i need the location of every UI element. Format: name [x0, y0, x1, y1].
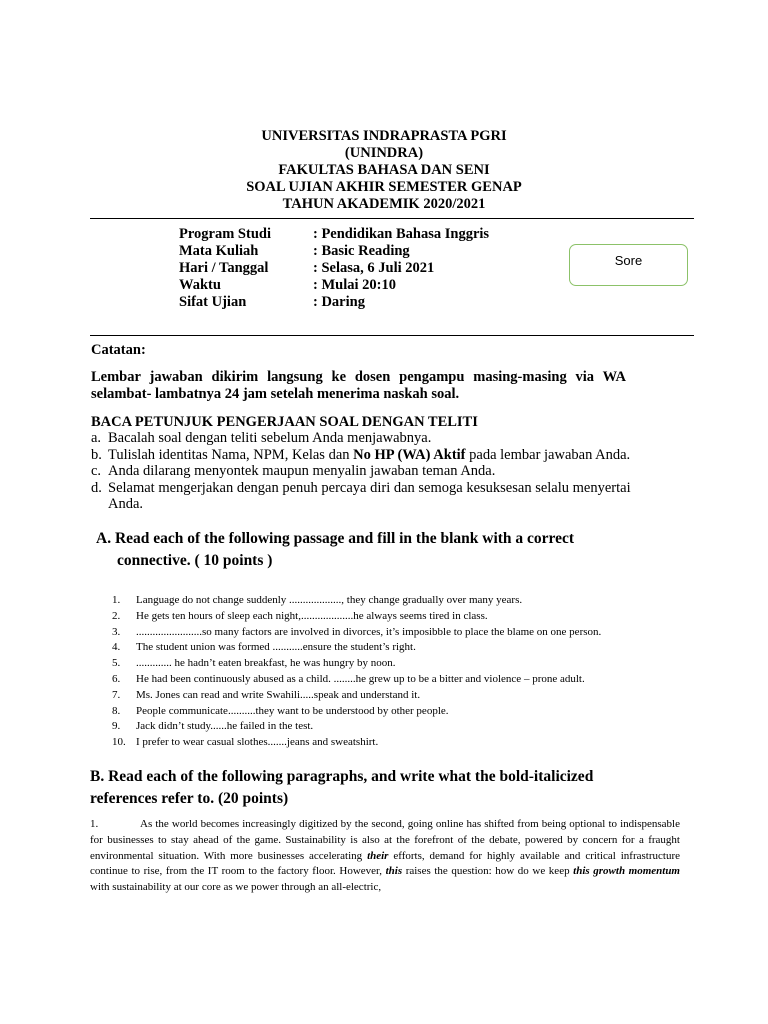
instruction-letter: a. — [91, 430, 102, 446]
info-row-date — [179, 260, 489, 277]
instruction-letter: d. — [91, 479, 102, 496]
info-row-course — [179, 243, 489, 260]
header-divider — [90, 218, 694, 219]
list-item — [112, 688, 601, 704]
paragraph-text: raises the question: how do we keep — [402, 865, 574, 878]
list-item — [112, 704, 601, 720]
list-item — [112, 719, 601, 735]
question-number: 1. — [112, 594, 121, 606]
list-item — [112, 656, 601, 672]
info-value: : Selasa, 6 Juli 2021 — [313, 260, 435, 276]
info-label: Hari / Tanggal — [179, 260, 269, 276]
instruction-text: Bacalah soal dengan teliti sebelum Anda menjawabnya. — [108, 430, 432, 446]
question-text: People communicate..........they want to be understood by other people. — [136, 704, 449, 717]
question-number: 9. — [112, 720, 121, 733]
info-label: Mata Kuliah — [179, 243, 259, 259]
info-row-mode — [179, 294, 489, 311]
paragraph-number: 1. — [90, 818, 99, 830]
question-number: 3. — [112, 625, 121, 638]
info-row-time — [179, 277, 489, 294]
university-abbrev: (UNINDRA) — [344, 145, 424, 161]
notes-title: Catatan: — [91, 342, 146, 358]
question-number: 4. — [112, 641, 121, 654]
instruction-text-post: pada lembar jawaban Anda. — [465, 446, 631, 463]
list-item — [112, 672, 601, 688]
instruction-item — [91, 480, 691, 513]
paragraph-text: As the world becomes increasingly digitized by the second, going online has shifted from being optional to indispensable for businesses to stay ahead of the game. Sustainability is also at the forefront of the debate, powered by concern for a fraught environmental situation. With more businesses accelerating — [90, 818, 680, 862]
instruction-text: Anda dilarang menyontek maupun menyalin jawaban teman Anda. — [108, 463, 496, 479]
instructions-list — [91, 430, 691, 513]
section-a-questions — [112, 593, 601, 751]
instruction-letter: b. — [91, 446, 102, 463]
question-number: 7. — [112, 688, 121, 701]
question-text: ............. he hadn’t eaten breakfast, he was hungry by noon. — [136, 657, 396, 670]
question-number: 8. — [112, 704, 121, 717]
academic-year: TAHUN AKADEMIK 2020/2021 — [282, 196, 486, 212]
list-item — [112, 640, 601, 656]
instruction-text — [108, 447, 630, 464]
question-number: 2. — [112, 609, 121, 622]
paragraph-1 — [90, 817, 680, 896]
instruction-item — [91, 463, 691, 480]
list-item — [112, 735, 601, 751]
instruction-text-line2: Anda. — [108, 496, 144, 512]
info-value: : Daring — [313, 294, 365, 310]
list-item — [112, 593, 601, 609]
session-box: Sore — [569, 244, 688, 286]
exam-header — [0, 128, 768, 213]
list-item — [112, 625, 601, 641]
info-value: : Pendidikan Bahasa Inggris — [313, 226, 490, 242]
question-number: 6. — [112, 672, 121, 685]
question-text: Jack didn’t study......he failed in the test. — [136, 720, 314, 733]
reference-growth-momentum: this growth momentum — [573, 865, 680, 878]
section-b-line2: references refer to. (20 points) — [90, 790, 289, 807]
instruction-text-line1: Selamat mengerjakan dengan penuh percaya diri dan semoga kesuksesan selalu menyertai — [108, 479, 631, 496]
instruction-text — [108, 480, 631, 513]
paragraph-text: efforts, demand for highly available and critical infrastructure continue to rise, from the IT room to the factory floor. However, — [90, 849, 680, 878]
reference-their: their — [367, 849, 389, 862]
university-name: UNIVERSITAS INDRAPRASTA PGRI — [261, 128, 507, 144]
paragraph-text: with sustainability at our core as we power through an all-electric, — [90, 881, 382, 894]
section-a-line2: connective. ( 10 points ) — [117, 552, 273, 569]
info-divider — [90, 335, 694, 336]
info-label: Program Studi — [179, 226, 271, 242]
info-value: : Mulai 20:10 — [313, 277, 396, 293]
question-number: 5. — [112, 657, 121, 670]
instructions-title: BACA PETUNJUK PENGERJAAN SOAL DENGAN TELITI — [91, 414, 478, 430]
question-text: The student union was formed ...........ensure the student’s right. — [136, 641, 416, 654]
instruction-item — [91, 447, 691, 464]
exam-info — [179, 226, 489, 311]
info-label: Sifat Ujian — [179, 294, 247, 310]
question-text: He had been continuously abused as a child. ........he grew up to be a bitter and violence – prone adult. — [136, 672, 585, 685]
list-item — [112, 609, 601, 625]
section-b-title — [90, 766, 690, 810]
question-number: 10. — [112, 736, 126, 749]
question-text: ........................so many factors are involved in divorces, it’s imposibble to place the blame on one person. — [136, 625, 602, 638]
faculty-name: FAKULTAS BAHASA DAN SENI — [278, 162, 490, 178]
exam-title: SOAL UJIAN AKHIR SEMESTER GENAP — [246, 179, 522, 195]
instruction-item — [91, 430, 691, 447]
section-b-line1: B. Read each of the following paragraphs, and write what the bold-italicized — [90, 768, 594, 785]
reference-this: this — [385, 865, 403, 878]
instruction-text-bold: No HP (WA) Aktif — [353, 446, 466, 463]
submission-note: Lembar jawaban dikirim langsung ke dosen pengampu masing-masing via WA selambat- lambatnya 24 jam setelah menerima naskah soal. — [91, 369, 626, 402]
section-a-line1: A. Read each of the following passage and fill in the blank with a correct — [96, 530, 575, 547]
section-a-title — [96, 528, 696, 572]
instruction-text-pre: Tulislah identitas Nama, NPM, Kelas dan — [108, 446, 354, 463]
question-text: He gets ten hours of sleep each night,...................he always seems tired in class. — [136, 609, 488, 622]
question-text: Ms. Jones can read and write Swahili.....speak and understand it. — [136, 688, 421, 701]
instruction-letter: c. — [91, 463, 102, 479]
info-value: : Basic Reading — [313, 243, 410, 259]
info-row-program — [179, 226, 489, 243]
info-label: Waktu — [179, 277, 221, 293]
question-text: I prefer to wear casual slothes.......jeans and sweatshirt. — [136, 736, 379, 749]
question-text: Language do not change suddenly ..................., they change gradually over many years. — [136, 594, 523, 606]
